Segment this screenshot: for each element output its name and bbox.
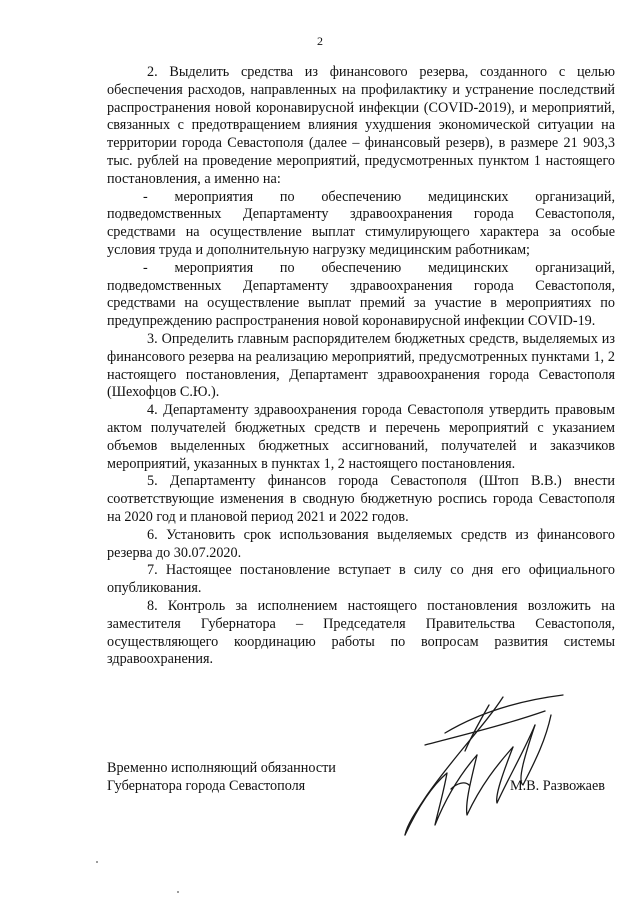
paragraph-bullet-1: - мероприятия по обеспечению медицинских организаций, подведомственных Департаменту здравоохранения города Севастополя, средствами на осуществление выплат стимулирующего характера за особые условия труда и дополнительную нагрузку медицинским работникам;: [107, 188, 615, 258]
signer-name: М.В. Развожаев: [510, 777, 605, 794]
paragraph-5: 5. Департаменту финансов города Севастополя (Штоп В.В.) внести соответствующие изменения в сводную бюджетную роспись города Севастополя на 2020 год и плановой период 2021 и 2022 годов.: [107, 473, 615, 525]
paragraph-2: 2. Выделить средства из финансового резерва, созданного с целью обеспечения расходов, направленных на профилактику и устранение последствий распространения новой коронавирусной инфекции (COVID-2019), и мероприятий, связанных с предотвращением влияния ухудшения экономической ситуации на территории города Севастополя (далее – финансовый резерв), в размере 21 903,3 тыс. рублей на проведение мероприятий, предусмотренных пунктом 1 настоящего постановления, а именно на:: [107, 64, 615, 187]
paragraph-7: 7. Настоящее постановление вступает в силу со дня его официального опубликования.: [107, 562, 615, 597]
handwritten-signature: [385, 685, 570, 850]
document-body: [107, 64, 615, 669]
paragraph-8: 8. Контроль за исполнением настоящего постановления возложить на заместителя Губернатора – Председателя Правительства Севастополя, осуществляющего координацию работы по вопросам развития системы здравоохранения.: [107, 597, 615, 668]
paragraph-4: 4. Департаменту здравоохранения города Севастополя утвердить правовым актом получателей бюджетных средств и перечень мероприятий с указанием объемов выделенных бюджетных ассигнований, получателей и заказчиков мероприятий, указанных в пунктах 1, 2 настоящего постановления.: [107, 402, 615, 472]
page-number: 2: [317, 34, 323, 48]
paragraph-3: 3. Определить главным распорядителем бюджетных средств, выделяемых из финансового резерва на реализацию мероприятий, предусмотренных пунктами 1, 2 настоящего постановления, Департамент здравоохранения города Севастополя (Шехофцов С.Ю.).: [107, 330, 615, 401]
paragraph-6: 6. Установить срок использования выделяемых средств из финансового резерва до 30.07.2020.: [107, 526, 615, 561]
signer-position-line-1: Временно исполняющий обязанности: [107, 760, 336, 776]
paragraph-bullet-2: - мероприятия по обеспечению медицинских организаций, подведомственных Департаменту здравоохранения города Севастополя, средствами на осуществление выплат премий за участие в мероприятиях по предупреждению распространения новой коронавирусной инфекции COVID-19.: [107, 259, 615, 330]
signer-position-line-2: Губернатора города Севастополя: [107, 777, 306, 794]
